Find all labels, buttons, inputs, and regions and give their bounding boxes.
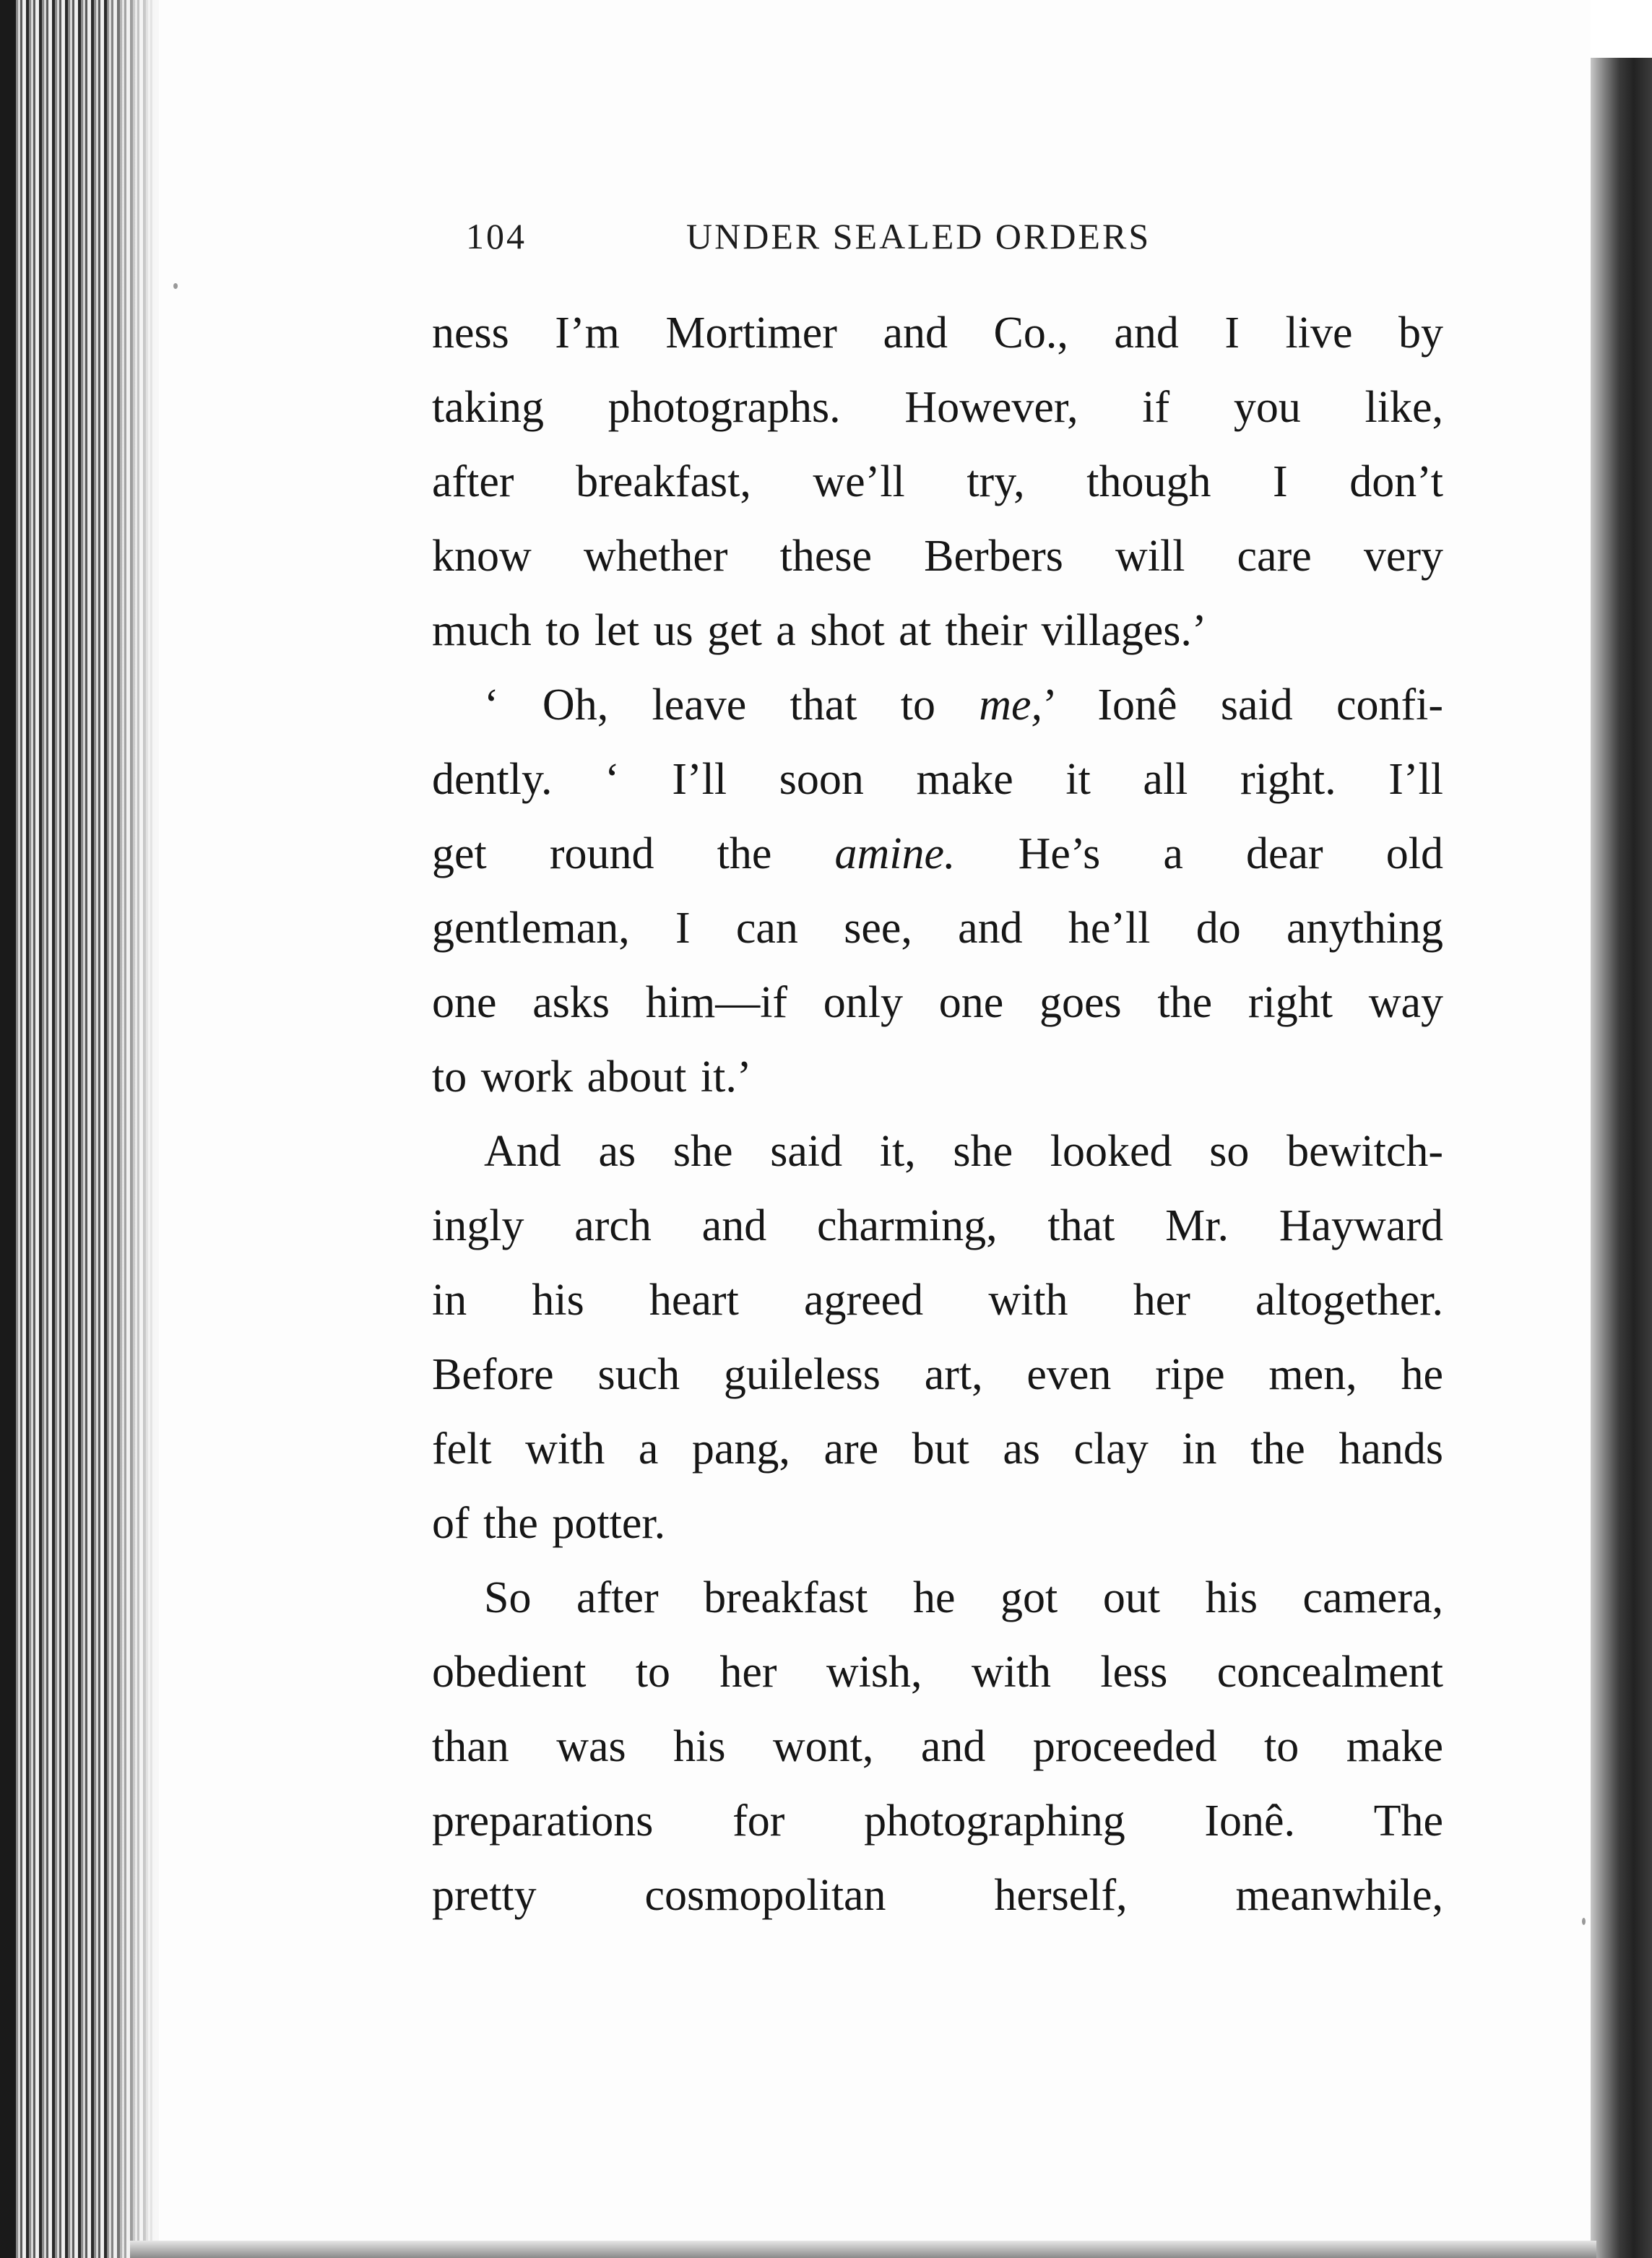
text-line: So after breakfast he got out his camera,: [484, 1573, 1443, 1622]
text-line: than was his wont, and proceeded to make: [432, 1722, 1443, 1771]
gutter-dark-band: [0, 0, 16, 2258]
text-line: ingly arch and charming, that Mr. Hayward: [432, 1201, 1443, 1250]
text-run: ‘ Oh, leave that to: [484, 680, 979, 730]
body-text: [432, 296, 1443, 1933]
running-head-title: UNDER SEALED ORDERS: [686, 216, 1151, 256]
italic-run: amine.: [834, 829, 956, 878]
gutter-shadow: [108, 0, 159, 2258]
text-line: of the potter.: [432, 1499, 666, 1548]
text-run: He’s a dear old: [955, 829, 1444, 878]
text-line: obedient to her wish, with less concealment: [432, 1648, 1443, 1697]
text-line: much to let us get a shot at their villages.’: [432, 606, 1207, 655]
text-line: in his heart agreed with her altogether.: [432, 1276, 1443, 1325]
right-edge-top: [1591, 0, 1652, 58]
text-line: gentleman, I can see, and he’ll do anything: [432, 904, 1443, 953]
text-line: And as she said it, she looked so bewitch-: [484, 1127, 1443, 1176]
text-line: Before such guileless art, even ripe men, he: [432, 1350, 1443, 1399]
text-line: preparations for photographing Ionê. The: [432, 1796, 1443, 1846]
text-line: felt with a pang, are but as clay in the hands: [432, 1424, 1443, 1474]
text-line: dently. ‘ I’ll soon make it all right. I’ll: [432, 755, 1443, 804]
scan-speck: [1582, 1918, 1586, 1925]
page-number: 104: [466, 216, 527, 256]
text-line: ness I’m Mortimer and Co., and I live by: [432, 308, 1443, 358]
text-run: ’ Ionê said confi-: [1042, 680, 1443, 730]
text-line: pretty cosmopolitan herself, meanwhile,: [432, 1871, 1443, 1920]
bottom-page-edge: [130, 2241, 1596, 2258]
right-page-edge: [1591, 0, 1652, 2258]
text-line: [432, 817, 1443, 891]
text-run: get round the: [432, 829, 835, 878]
text-line: one asks him—if only one goes the right way: [432, 978, 1443, 1027]
text-line: after breakfast, we’ll try, though I don’t: [432, 457, 1443, 506]
scan-speck: [173, 283, 178, 289]
text-line: [432, 668, 1443, 743]
text-line: taking photographs. However, if you like,: [432, 383, 1443, 432]
text-line: to work about it.’: [432, 1052, 752, 1102]
italic-run: me,: [979, 680, 1043, 730]
text-line: know whether these Berbers will care very: [432, 532, 1443, 581]
